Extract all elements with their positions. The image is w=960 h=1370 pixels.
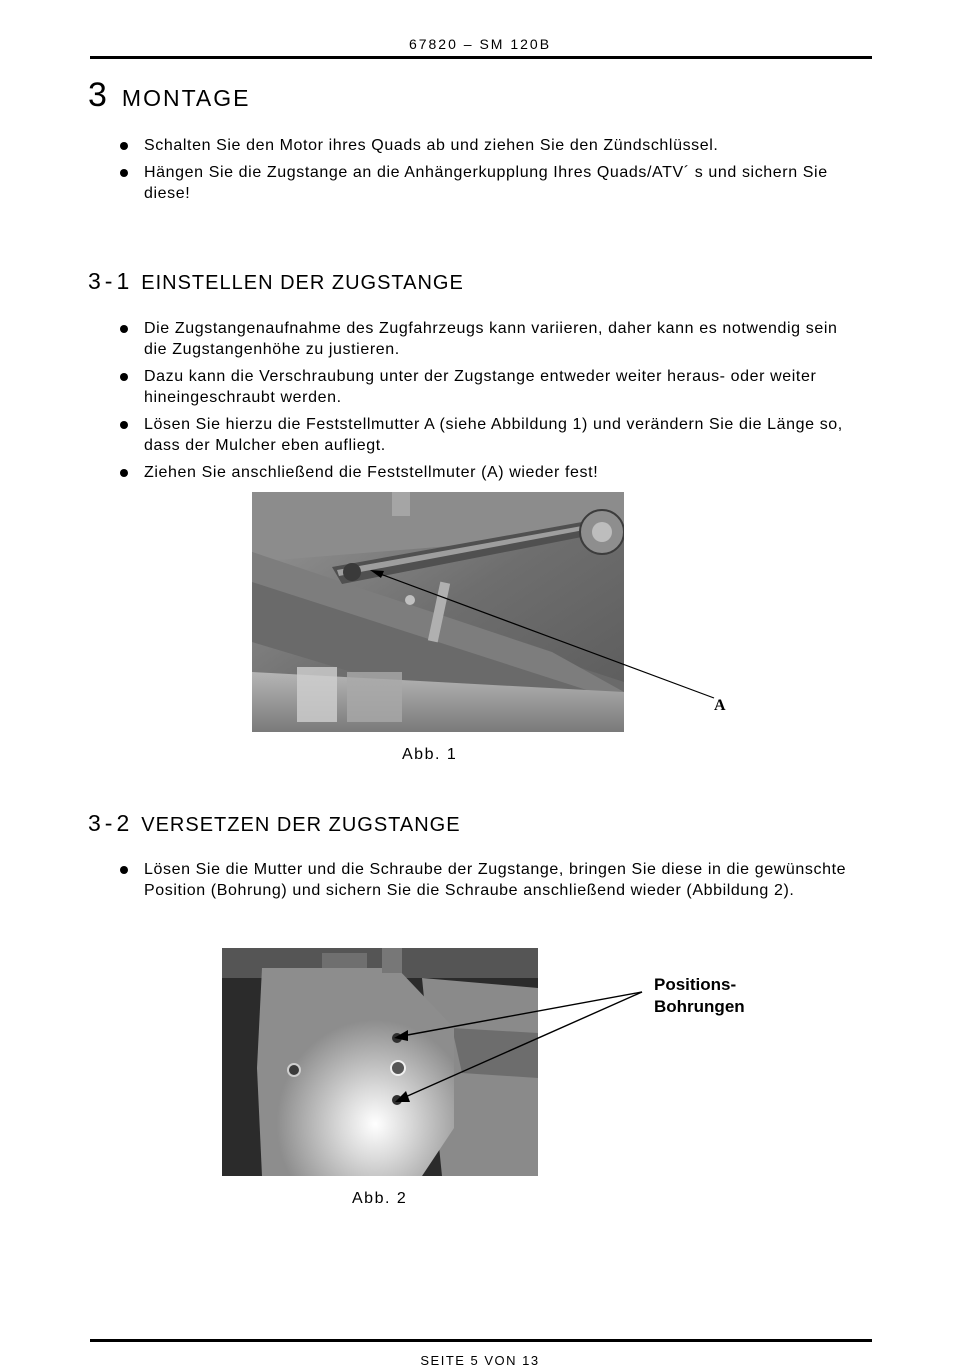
list-item: Lösen Sie die Mutter und die Schraube der Zugstange, bringen Sie diese in die gewünschte Position (Bohrung) und sichern Sie die Schraube anschließend wieder (Abbildung 2). (90, 859, 864, 901)
figure-1-drawbar-photo (252, 492, 724, 732)
list-item: Lösen Sie hierzu die Feststellmutter A (siehe Abbildung 1) und verändern Sie die Länge so, dass der Mulcher eben aufliegt. (90, 414, 864, 456)
positions-label-line1: Positions- (654, 975, 737, 994)
versetzen-bullet-list (90, 859, 864, 907)
list-item: Ziehen Sie anschließend die Feststellmuter (A) wieder fest! (90, 462, 864, 483)
list-item: Schalten Sie den Motor ihres Quads ab und ziehen Sie den Zündschlüssel. (90, 135, 864, 156)
section-number: 3-2 (88, 810, 134, 836)
einstellen-bullet-list (90, 318, 864, 489)
marker-a-label: A (714, 697, 726, 714)
section-heading-montage (88, 76, 251, 115)
figure-2-positions-photo (222, 948, 772, 1176)
montage-bullet-list (90, 135, 864, 210)
positions-photo-illustration (222, 948, 772, 1176)
footer-rule (90, 1339, 872, 1342)
section-title: VERSETZEN DER ZUGSTANGE (141, 814, 461, 836)
section-number: 3 (88, 76, 108, 114)
section-title: MONTAGE (121, 85, 251, 111)
list-item: Die Zugstangenaufnahme des Zugfahrzeugs kann variieren, daher kann es notwendig sein die Zugstangenhöhe zu justieren. (90, 318, 864, 360)
figure-1-caption: Abb. 1 (402, 746, 458, 763)
list-item: Dazu kann die Verschraubung unter der Zugstange entweder weiter heraus- oder weiter hineingeschraubt werden. (90, 366, 864, 408)
section-number: 3-1 (88, 268, 134, 294)
positions-label-line2: Bohrungen (654, 997, 745, 1016)
header-rule (90, 56, 872, 59)
figure-2-caption: Abb. 2 (352, 1190, 408, 1207)
list-item: Hängen Sie die Zugstange an die Anhängerkupplung Ihres Quads/ATV´ s und sichern Sie diese! (90, 162, 864, 204)
document-header: 67820 – SM 120B (408, 36, 552, 52)
section-heading-einstellen (88, 268, 464, 295)
section-heading-versetzen (88, 810, 461, 837)
page-number: SEITE 5 VON 13 (420, 1353, 540, 1368)
section-title: EINSTELLEN DER ZUGSTANGE (141, 272, 464, 294)
drawbar-photo-illustration (252, 492, 724, 732)
